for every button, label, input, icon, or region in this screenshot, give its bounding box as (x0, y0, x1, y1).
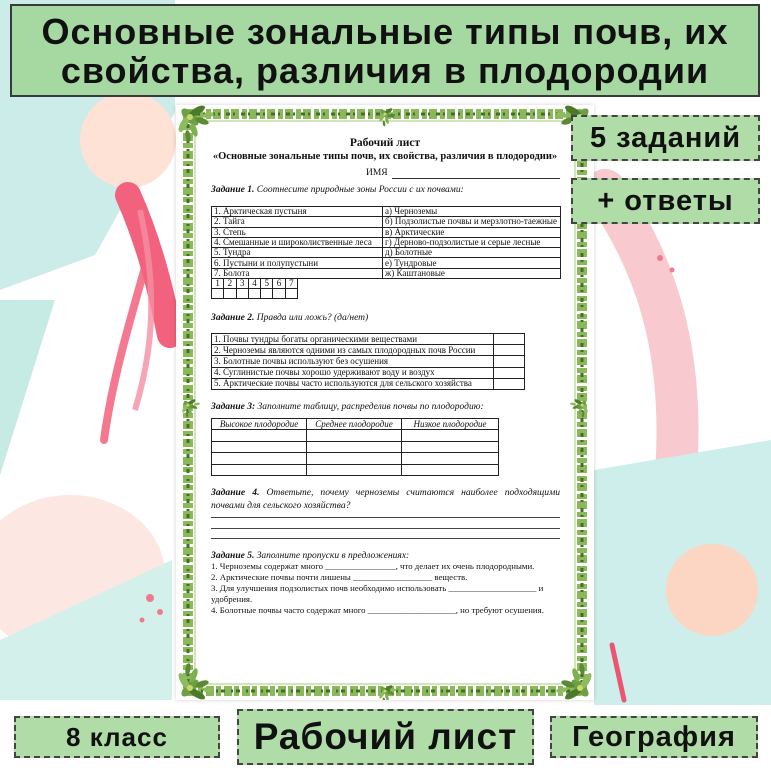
table-row (212, 367, 525, 378)
statement-cell: 5. Арктические почвы часто используются для сельского хозяйства (212, 378, 494, 389)
soil-cell: б) Подзолистые почвы и мерзлотно-таежные (383, 217, 561, 227)
name-blank-line (392, 169, 560, 179)
header-cell: Высокое плодородие (212, 419, 307, 430)
fill-in-sentence: 1. Черноземы содержат много ________________, что делает их очень плодородными. (211, 560, 535, 571)
task3-text: Заполните таблицу, распределив почвы по плодородию: (257, 402, 484, 412)
banner-title-line-2: свойства, различия в плодородии (60, 49, 710, 91)
blank-cell (212, 453, 307, 464)
tasks-count-badge: 5 заданий (571, 115, 760, 161)
worksheet-title: Рабочий лист (349, 137, 421, 149)
task3-table (211, 418, 499, 476)
answer-number-cell: 6 (273, 279, 285, 289)
blank-cell (212, 464, 307, 475)
fill-in-sentence: 2. Арктические почвы почти лишены __________________ веществ. (211, 571, 468, 582)
worksheet-subtitle: «Основные зональные типы почв, их свойства, различия в плодородии» (212, 151, 558, 162)
task4-heading (211, 486, 560, 512)
subject-badge: География (550, 716, 758, 758)
table-row (212, 441, 499, 452)
worksheet-page (176, 105, 594, 700)
blank-cell (212, 441, 307, 452)
zone-cell: 5. Тундра (212, 248, 383, 258)
answer-number-cell: 5 (261, 279, 273, 289)
soil-cell: г) Дерново-подзолистые и серые лесные (383, 237, 561, 247)
task2-label: Задание 2. (211, 313, 255, 323)
fill-in-sentence-continuation: удобрения. (211, 594, 253, 605)
name-label: ИМЯ (366, 168, 388, 178)
zone-cell: 3. Степь (212, 227, 383, 237)
blank-cell (402, 430, 499, 441)
answer-number-row (212, 279, 298, 289)
blank-cell (307, 464, 402, 475)
zone-cell: 2. Тайга (212, 217, 383, 227)
soil-cell: ж) Каштановые (383, 268, 561, 278)
task3-heading (211, 401, 484, 413)
table-row (212, 217, 561, 227)
answer-blank-cell (212, 289, 224, 299)
answer-blank-cell (273, 289, 285, 299)
table-row (212, 207, 561, 217)
table-row (212, 248, 561, 258)
zone-cell: 1. Арктическая пустыня (212, 207, 383, 217)
task4-text: Ответьте, почему черноземы считаются наиболее подходящими почвами для сельского хозяйства? (211, 487, 560, 511)
answer-cell (494, 367, 525, 378)
task1-answer-grid (211, 278, 298, 299)
title-banner (10, 4, 760, 97)
task1-label: Задание 1. (211, 185, 255, 195)
fill-in-sentence: 3. Для улучшения подзолистых почв необходимо использовать ____________________ и (211, 582, 544, 593)
doc-type-badge: Рабочий лист (237, 709, 534, 765)
answer-line (211, 538, 560, 539)
blank-cell (212, 430, 307, 441)
blank-cell (402, 453, 499, 464)
answer-cell (494, 378, 525, 389)
task1-heading (211, 184, 464, 196)
answer-blank-cell (224, 289, 236, 299)
table-row (212, 237, 561, 247)
soil-cell: в) Арктические (383, 227, 561, 237)
task2-heading (211, 312, 368, 324)
answer-cell (494, 356, 525, 367)
blank-cell (307, 453, 402, 464)
table-row (212, 334, 525, 345)
task5-label: Задание 5. (211, 551, 255, 561)
header-cell: Среднее плодородие (307, 419, 402, 430)
table-row (212, 453, 499, 464)
zone-cell: 7. Болота (212, 268, 383, 278)
answer-number-cell: 7 (285, 279, 297, 289)
task2-text: Правда или ложь? (да/нет) (256, 313, 369, 323)
answer-blank-row (212, 289, 298, 299)
zone-cell: 6. Пустыни и полупустыни (212, 258, 383, 268)
answer-cell (494, 345, 525, 356)
answer-line (211, 517, 560, 518)
statement-cell: 2. Черноземы являются одними из самых плодородных почв России (212, 345, 494, 356)
table-row (212, 464, 499, 475)
answer-number-cell: 2 (224, 279, 236, 289)
name-field-row (366, 167, 560, 179)
answer-blank-cell (285, 289, 297, 299)
blank-cell (307, 441, 402, 452)
table-row (212, 378, 525, 389)
answer-cell (494, 334, 525, 345)
task4-label: Задание 4. (211, 487, 260, 498)
soil-cell: д) Болотные (383, 248, 561, 258)
task2-table (211, 333, 525, 390)
table-header-row (212, 419, 499, 430)
table-row (212, 356, 525, 367)
blank-cell (307, 430, 402, 441)
task5-text: Заполните пропуски в предложениях: (256, 551, 410, 561)
answer-line (211, 528, 560, 529)
answer-number-cell: 3 (236, 279, 248, 289)
table-row (212, 258, 561, 268)
task1-table (211, 206, 561, 279)
fill-in-sentence: 4. Болотные почвы часто содержат много ____________________, но требуют осушения. (211, 605, 544, 616)
answers-badge: + ответы (571, 178, 760, 224)
table-row (212, 345, 525, 356)
soil-cell: е) Тундровые (383, 258, 561, 268)
statement-cell: 3. Болотные почвы используют без осушения (212, 356, 494, 367)
answer-blank-cell (236, 289, 248, 299)
zone-cell: 4. Смешанные и широколиственные леса (212, 237, 383, 247)
grade-badge: 8 класс (14, 716, 220, 758)
answer-number-cell: 1 (212, 279, 224, 289)
header-cell: Низкое плодородие (402, 419, 499, 430)
blank-cell (402, 441, 499, 452)
task1-text: Соотнесите природные зоны России с их почвами: (256, 185, 464, 195)
statement-cell: 1. Почвы тундры богаты органическими веществами (212, 334, 494, 345)
answer-blank-cell (261, 289, 273, 299)
table-row (212, 227, 561, 237)
answer-number-cell: 4 (248, 279, 260, 289)
blank-cell (402, 464, 499, 475)
table-row (212, 430, 499, 441)
answer-blank-cell (248, 289, 260, 299)
soil-cell: а) Черноземы (383, 207, 561, 217)
statement-cell: 4. Суглинистые почвы хорошо удерживают воду и воздух (212, 367, 494, 378)
task3-label: Задание 3: (211, 402, 256, 412)
banner-title-line-1: Основные зональные типы почв, их (41, 10, 729, 52)
